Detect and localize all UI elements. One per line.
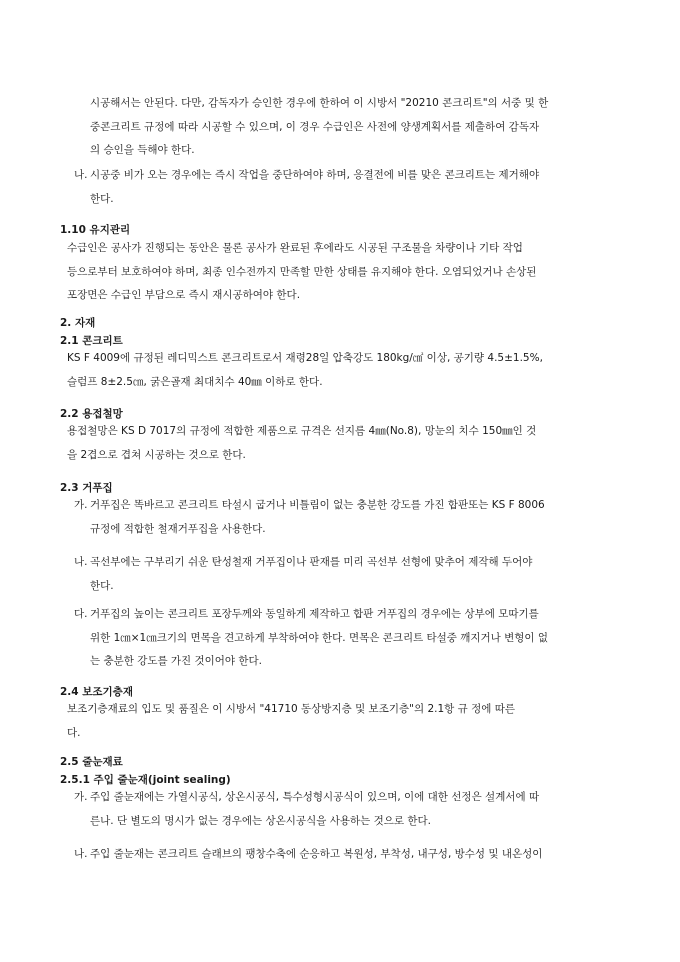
list-marker: 나. [74,556,88,568]
text-line: 주입 줄눈재에는 가열시공식, 상온시공식, 특수성형시공식이 있으며, 이에 대한 선정은 설계서에 따 [90,791,540,803]
text-line: 한다. [90,579,114,592]
text-line: 시공중 비가 오는 경우에는 즉시 작업을 중단하여야 하며, 응결전에 비를 맞은 콘크리트는 제거해야 [90,169,540,181]
subsection-heading: 2.5.1 주입 줄눈재(joint sealing) [60,774,231,786]
text-line: 는 충분한 강도를 가진 것이어야 한다. [90,655,262,667]
section-paragraph [67,347,622,394]
section-heading: 2.2 용접철망 [60,408,123,420]
text-line: 중콘크리트 규정에 따라 시공할 수 있으며, 이 경우 수급인은 사전에 양생계획서를 제출하여 감독자 [90,120,540,133]
list-marker: 나. [74,169,88,181]
text-line: 의 승인을 득해야 한다. [90,144,195,156]
section-heading: 2.3 거푸집 [60,482,113,494]
text-line: 다. [67,726,81,739]
list-marker: 다. [74,608,88,620]
text-line: 을 2겹으로 겹쳐 시공하는 것으로 한다. [67,448,246,461]
section-paragraph [67,698,622,745]
text-line: 수급인은 공사가 진행되는 동안은 물론 공사가 완료된 후에라도 시공된 구조물을 차량이나 기타 작업 [67,242,523,254]
text-line: 등으로부터 보호하여야 하며, 최종 인수전까지 만족할 만한 상태를 유지해야 한다. 오염되었거나 손상된 [67,265,537,278]
section-paragraph [67,420,622,467]
text-line: 한다. [90,192,114,205]
continuation-paragraph [90,92,622,163]
text-line: 포장면은 수급인 부담으로 즉시 재시공하여야 한다. [67,289,301,301]
text-line: 규정에 적합한 철재거푸집을 사용한다. [90,522,266,535]
chapter-heading: 2. 자재 [60,317,96,329]
section-heading: 1.10 유지관리 [60,224,131,236]
list-marker: 나. [74,848,88,860]
text-line: 거푸집의 높이는 콘크리트 포장두께와 동일하게 제작하고 합판 거푸집의 경우에는 상부에 모따기를 [90,608,539,620]
section-paragraph [67,237,622,308]
text-line: 위한 1㎝×1㎝크기의 면목을 견고하게 부착하여야 한다. 면목은 콘크리트 타설중 깨지거나 변형이 없 [90,631,548,644]
list-marker: 가. [74,499,88,511]
text-line: 른나. 단 별도의 명시가 없는 경우에는 상온시공식을 사용하는 것으로 한다. [90,814,432,827]
text-line: 주입 줄눈재는 콘크리트 슬래브의 팽창수축에 순응하고 복원성, 부착성, 내구성, 방수성 및 내온성이 [90,848,543,860]
list-marker: 가. [74,791,88,803]
text-line: 용접철망은 KS D 7017의 규정에 적합한 제품으로 규격은 선지름 4㎜(No.8), 망눈의 치수 150㎜인 것 [67,425,537,437]
text-line: 시공해서는 안된다. 다만, 감독자가 승인한 경우에 한하여 이 시방서 "20210 콘크리트"의 서중 및 한 [90,97,549,109]
text-line: 거푸집은 똑바르고 콘크리트 타설시 굽거나 비틀림이 없는 충분한 강도를 가진 합판또는 KS F 8006 [90,499,545,511]
text-line: 곡선부에는 구부리기 쉬운 탄성철재 거푸집이나 판재를 미리 곡선부 선형에 맞추어 제작해 두어야 [90,556,533,568]
text-line: KS F 4009에 규정된 레디믹스트 콘크리트로서 재령28일 압축강도 180kg/㎠ 이상, 공기량 4.5±1.5%, [67,352,543,364]
section-heading: 2.1 콘크리트 [60,335,123,347]
text-line: 슬럼프 8±2.5㎝, 굵은골재 최대치수 40㎜ 이하로 한다. [67,375,323,388]
text-line: 보조기층재료의 입도 및 품질은 이 시방서 "41710 동상방지층 및 보조기층"의 2.1항 규 정에 따른 [67,703,516,715]
section-heading: 2.4 보조기층재 [60,686,133,698]
section-heading: 2.5 줄눈재료 [60,756,123,768]
